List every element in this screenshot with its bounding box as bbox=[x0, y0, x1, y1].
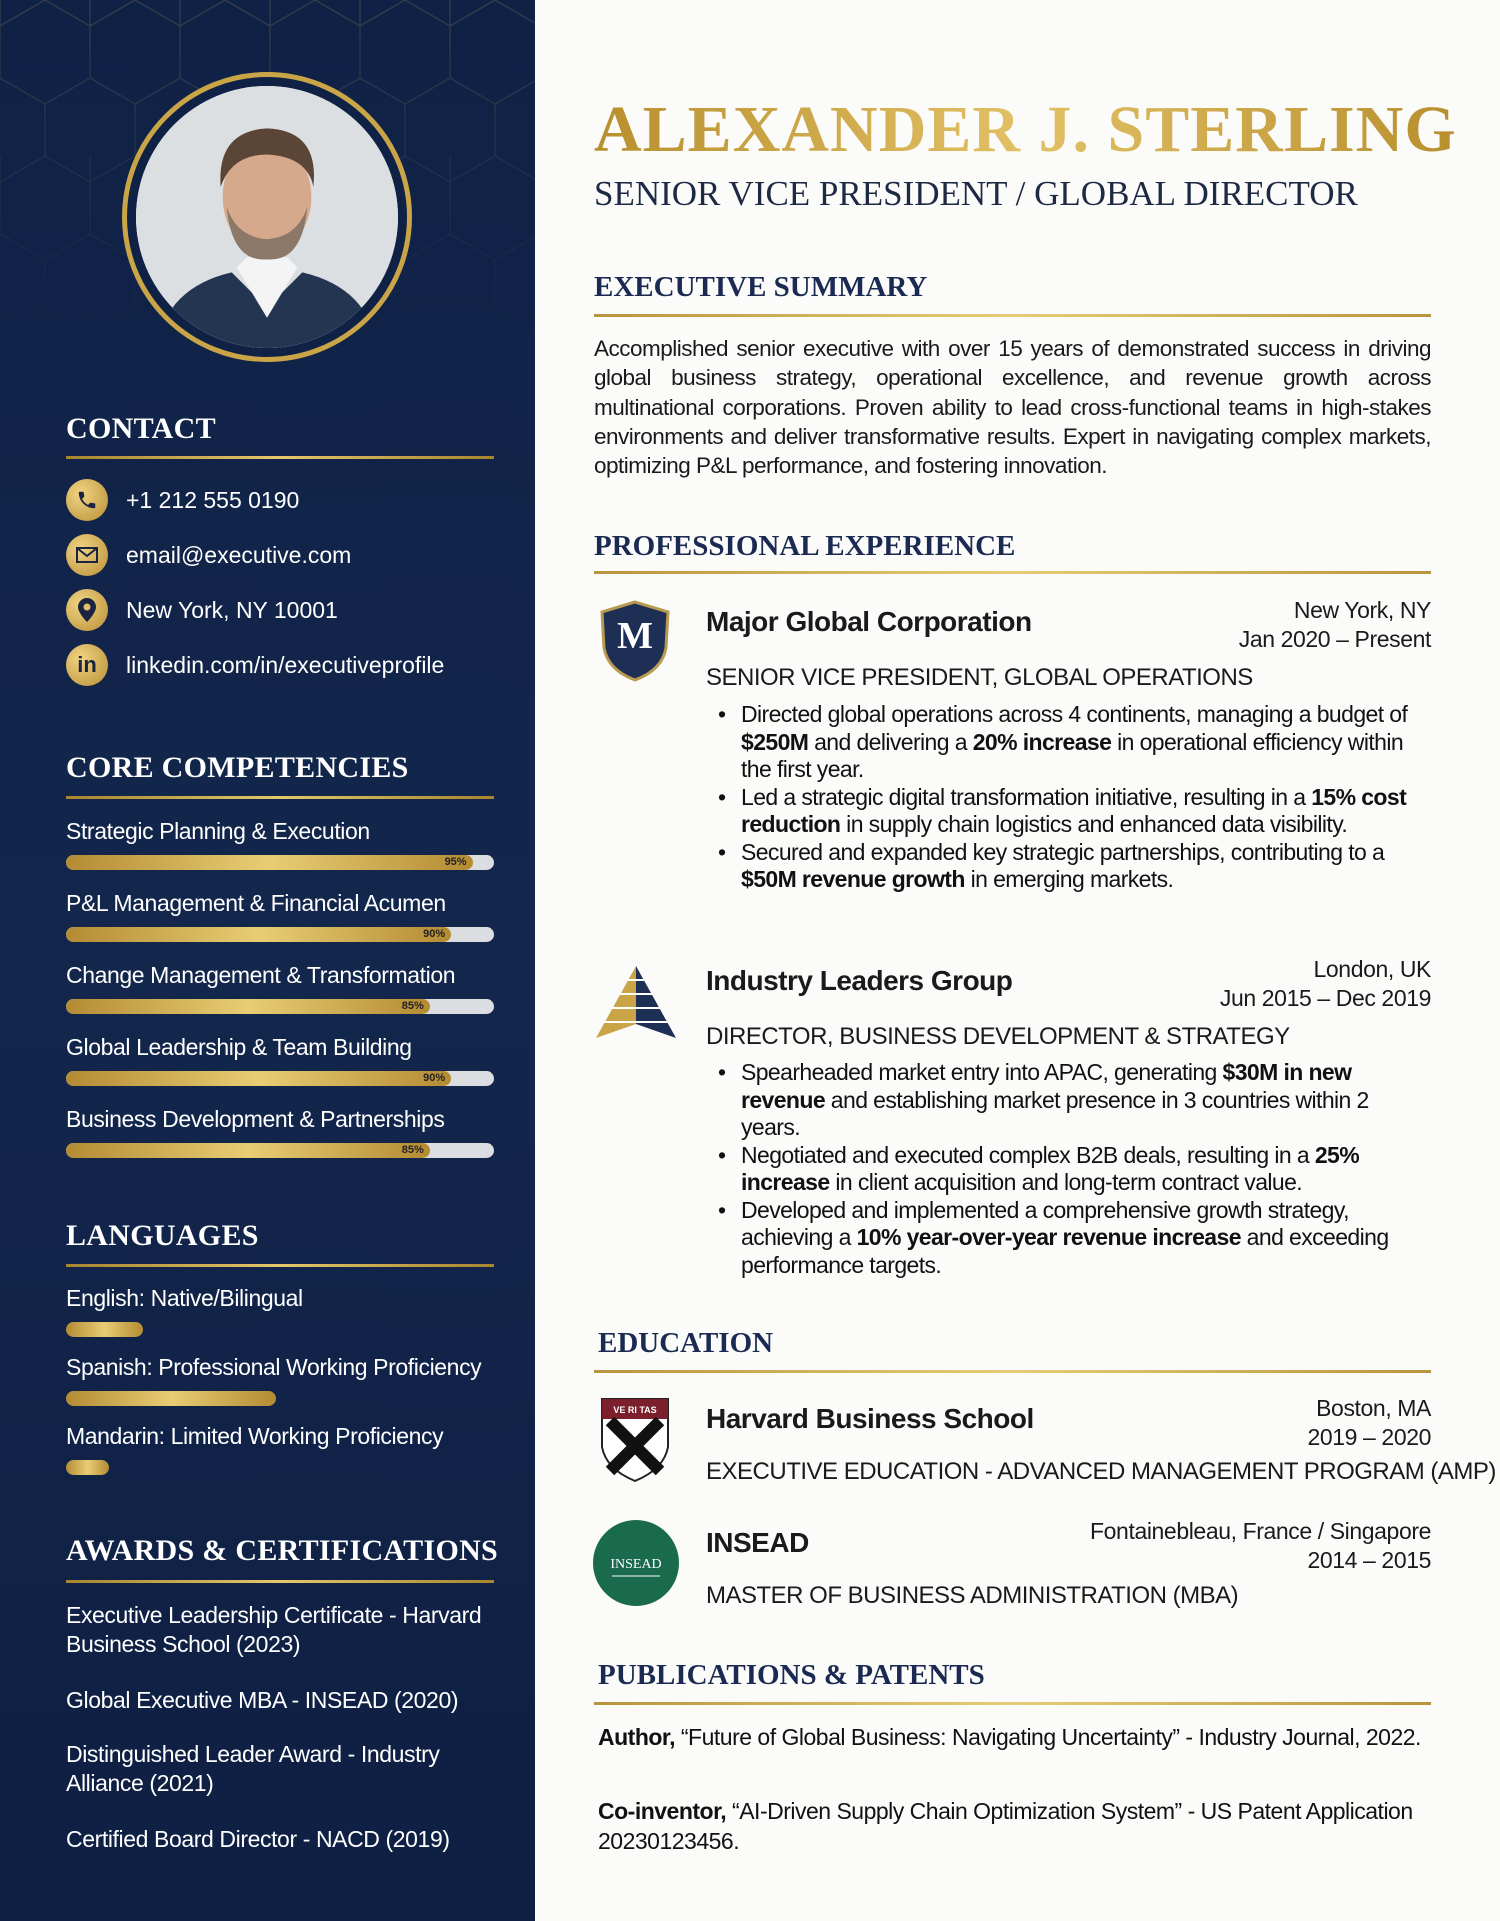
education-heading: EDUCATION bbox=[598, 1327, 774, 1359]
bullet-text: Spearheaded market entry into APAC, generating bbox=[741, 1059, 1223, 1085]
bullet-text: in client acquisition and long-term contract value. bbox=[829, 1169, 1303, 1195]
contact-heading: CONTACT bbox=[66, 412, 216, 445]
school-location: Boston, MA bbox=[1316, 1395, 1431, 1421]
company-pyramid-logo-icon bbox=[594, 964, 678, 1040]
harvard-shield-logo-icon bbox=[600, 1397, 670, 1483]
company-name: Major Global Corporation bbox=[706, 606, 1032, 637]
bullet-item bbox=[718, 1197, 1433, 1280]
award-item: Distinguished Leader Award - Industry Alliance (2021) bbox=[66, 1741, 440, 1796]
highlight-text: $30M in new revenue bbox=[741, 1059, 1352, 1113]
school-location-dates bbox=[1090, 1517, 1431, 1575]
skill-percent: 95% bbox=[444, 856, 467, 868]
svg-text:INSEAD: INSEAD bbox=[610, 1557, 662, 1572]
profile-photo-frame bbox=[122, 72, 412, 362]
skill-label: Business Development & Partnerships bbox=[66, 1106, 445, 1132]
profile-photo bbox=[136, 86, 398, 348]
award-item: Global Executive MBA - INSEAD (2020) bbox=[66, 1687, 459, 1713]
bullet-text: and establishing market presence in 3 countries within 2 years. bbox=[741, 1086, 1369, 1140]
skill-bar-fill bbox=[66, 927, 451, 942]
bullet-item bbox=[718, 701, 1433, 784]
skill-bar-fill bbox=[66, 999, 430, 1014]
divider bbox=[66, 1264, 494, 1267]
skill-bar bbox=[66, 1071, 494, 1086]
divider bbox=[66, 456, 494, 459]
job-dates: Jun 2015 – Dec 2019 bbox=[1219, 985, 1431, 1011]
divider bbox=[66, 1580, 494, 1583]
job-role: SENIOR VICE PRESIDENT, GLOBAL OPERATIONS bbox=[706, 664, 1253, 691]
skill-label: Strategic Planning & Execution bbox=[66, 818, 370, 844]
contact-text[interactable]: email@executive.com bbox=[126, 541, 352, 568]
skill-percent: 90% bbox=[423, 1072, 446, 1084]
highlight-text: 25% increase bbox=[741, 1141, 1360, 1195]
phone-icon bbox=[66, 479, 108, 521]
school-location: Fontainebleau, France / Singapore bbox=[1090, 1518, 1431, 1544]
skill-percent: 90% bbox=[423, 928, 446, 940]
publication-item bbox=[598, 1797, 1428, 1856]
bullet-text: Developed and implemented a comprehensive growth strategy, achieving a bbox=[741, 1196, 1349, 1250]
highlight-text: 20% increase bbox=[972, 728, 1112, 755]
job-bullets bbox=[718, 701, 1433, 894]
contact-item[interactable] bbox=[66, 534, 351, 576]
divider bbox=[594, 314, 1431, 317]
bullet-text: in emerging markets. bbox=[964, 866, 1174, 892]
publication-text: “Future of Global Business: Navigating Uncertainty” - Industry Journal, 2022. bbox=[675, 1724, 1421, 1750]
school-dates: 2019 – 2020 bbox=[1307, 1424, 1431, 1450]
job-bullets bbox=[718, 1059, 1433, 1279]
contact-item[interactable] bbox=[66, 589, 338, 631]
job-location: New York, NY bbox=[1293, 597, 1431, 623]
school-name: INSEAD bbox=[706, 1527, 809, 1558]
competencies-heading: CORE COMPETENCIES bbox=[66, 751, 409, 784]
publication-role: Author, bbox=[598, 1724, 675, 1750]
highlight-text: 10% year-over-year revenue increase bbox=[856, 1224, 1241, 1250]
bullet-text: Negotiated and executed complex B2B deals, resulting in a bbox=[741, 1141, 1315, 1168]
job-location-dates bbox=[1220, 955, 1431, 1013]
bullet-text: Led a strategic digital transformation initiative, resulting in a bbox=[741, 783, 1312, 810]
awards-heading: AWARDS & CERTIFICATIONS bbox=[66, 1534, 499, 1567]
language-level-bar bbox=[66, 1460, 109, 1475]
candidate-title: SENIOR VICE PRESIDENT / GLOBAL DIRECTOR bbox=[594, 174, 1358, 213]
company-name: Industry Leaders Group bbox=[706, 965, 1013, 996]
company-shield-logo-icon bbox=[600, 600, 670, 682]
bullet-item bbox=[718, 1059, 1433, 1142]
summary-text: Accomplished senior executive with over 15 years of demonstrated success in driving global business strategy, operational excellence, and revenue growth across multinational corporations. Proven ability to lead cross-functional teams in high-stakes environments and deliver transformative results. Expert in navigating complex markets, optimizing P&L performance, and fostering innovation. bbox=[594, 336, 1431, 479]
skill-label: P&L Management & Financial Acumen bbox=[66, 890, 446, 916]
location-pin-icon bbox=[66, 589, 108, 631]
award-item: Executive Leadership Certificate - Harvard Business School (2023) bbox=[66, 1602, 482, 1657]
bullet-item bbox=[718, 1142, 1433, 1197]
bullet-text: in supply chain logistics and enhanced data visibility. bbox=[840, 811, 1348, 837]
candidate-name: ALEXANDER J. STERLING bbox=[594, 93, 1457, 166]
email-icon bbox=[66, 534, 108, 576]
school-dates: 2014 – 2015 bbox=[1307, 1547, 1431, 1573]
divider bbox=[594, 1702, 1431, 1705]
publication-role: Co-inventor, bbox=[598, 1798, 727, 1824]
contact-item[interactable] bbox=[66, 644, 444, 686]
contact-text[interactable]: New York, NY 10001 bbox=[126, 596, 338, 623]
language-level-bar bbox=[66, 1322, 143, 1337]
language-label: Spanish: Professional Working Proficiency bbox=[66, 1354, 482, 1380]
school-program: MASTER OF BUSINESS ADMINISTRATION (MBA) bbox=[706, 1582, 1239, 1609]
highlight-text: 15% cost reduction bbox=[741, 783, 1407, 837]
skill-percent: 85% bbox=[401, 1000, 424, 1012]
bullet-text: and delivering a bbox=[808, 728, 973, 755]
skill-bar-fill bbox=[66, 1071, 451, 1086]
skill-percent: 85% bbox=[401, 1144, 424, 1156]
linkedin-icon: in bbox=[66, 644, 108, 686]
logo-letter: M bbox=[617, 615, 653, 657]
bullet-text: Directed global operations across 4 continents, managing a budget of bbox=[741, 701, 1408, 727]
highlight-text: $50M revenue growth bbox=[741, 866, 965, 892]
divider bbox=[66, 796, 494, 799]
insead-logo-icon bbox=[592, 1519, 680, 1607]
job-location: London, UK bbox=[1313, 956, 1431, 982]
skill-label: Global Leadership & Team Building bbox=[66, 1034, 412, 1060]
skill-bar-fill bbox=[66, 855, 473, 870]
contact-item[interactable] bbox=[66, 479, 299, 521]
bullet-text: and exceeding performance targets. bbox=[741, 1224, 1389, 1278]
school-name: Harvard Business School bbox=[706, 1403, 1034, 1434]
language-level-bar bbox=[66, 1391, 276, 1406]
skill-bar-fill bbox=[66, 1143, 430, 1158]
contact-text[interactable]: +1 212 555 0190 bbox=[126, 486, 300, 513]
bullet-item bbox=[718, 839, 1433, 894]
award-item: Certified Board Director - NACD (2019) bbox=[66, 1826, 450, 1852]
summary-heading: EXECUTIVE SUMMARY bbox=[594, 271, 928, 303]
skill-bar bbox=[66, 927, 494, 942]
language-label: English: Native/Bilingual bbox=[66, 1285, 303, 1311]
contact-text[interactable]: linkedin.com/in/executiveprofile bbox=[126, 651, 445, 678]
skill-bar bbox=[66, 855, 494, 870]
bullet-text: in operational efficiency within the first year. bbox=[741, 728, 1404, 782]
publication-item bbox=[598, 1723, 1428, 1753]
sidebar bbox=[0, 0, 535, 1921]
highlight-text: $250M bbox=[741, 728, 809, 755]
divider bbox=[594, 1370, 1431, 1373]
bullet-text: Secured and expanded key strategic partnerships, contributing to a bbox=[741, 838, 1385, 865]
svg-text:VE RI TAS: VE RI TAS bbox=[613, 1405, 657, 1415]
school-location-dates bbox=[1307, 1394, 1431, 1452]
languages-heading: LANGUAGES bbox=[66, 1219, 259, 1252]
job-role: DIRECTOR, BUSINESS DEVELOPMENT & STRATEGY bbox=[706, 1023, 1290, 1050]
publication-text: “AI-Driven Supply Chain Optimization System” - US Patent Application 20230123456. bbox=[598, 1798, 1413, 1854]
divider bbox=[594, 571, 1431, 574]
skill-bar bbox=[66, 1143, 494, 1158]
experience-heading: PROFESSIONAL EXPERIENCE bbox=[594, 530, 1016, 562]
job-dates: Jan 2020 – Present bbox=[1238, 626, 1431, 652]
job-location-dates bbox=[1239, 596, 1431, 654]
school-program: EXECUTIVE EDUCATION - ADVANCED MANAGEMENT PROGRAM (AMP) bbox=[706, 1458, 1496, 1485]
language-label: Mandarin: Limited Working Proficiency bbox=[66, 1423, 444, 1449]
skill-bar bbox=[66, 999, 494, 1014]
bullet-item bbox=[718, 784, 1433, 839]
publications-heading: PUBLICATIONS & PATENTS bbox=[598, 1659, 985, 1691]
skill-label: Change Management & Transformation bbox=[66, 962, 456, 988]
